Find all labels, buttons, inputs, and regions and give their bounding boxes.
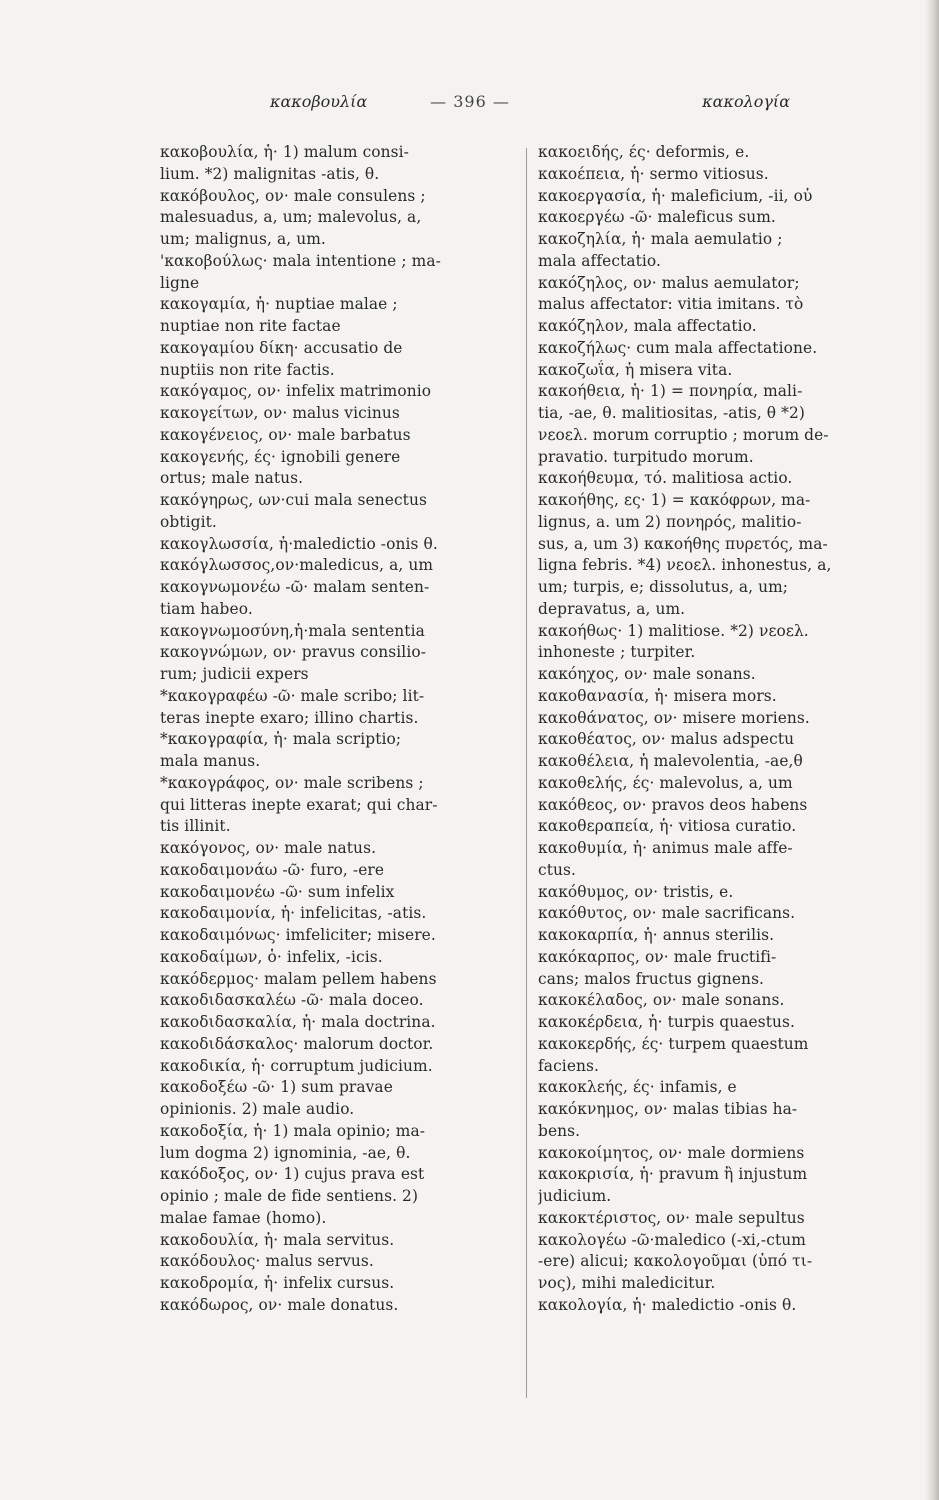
- dictionary-line: κακοκερδής, ές· turpem quaestum: [538, 1034, 809, 1053]
- dictionary-line: κακόθυτος, ον· male sacrificans.: [538, 904, 796, 923]
- dictionary-line: κακοκτέριστος, ον· male sepultus: [538, 1208, 805, 1227]
- dictionary-line: κακοθελής, ές· malevolus, a, um: [538, 773, 793, 792]
- dictionary-line: *κακογράφος, ον· male scribens ;: [160, 773, 424, 792]
- dictionary-line: teras inepte exaro; illino chartis.: [160, 708, 419, 727]
- dictionary-line: κακόκνημος, ον· malas tibias ha-: [538, 1100, 798, 1118]
- dictionary-line: *κακογραφία, ἡ· mala scriptio;: [160, 730, 402, 749]
- dictionary-line: κακοκέλαδος, ον· male sonans.: [538, 991, 785, 1010]
- dictionary-line: κακοήθης, ες· 1) = κακόφρων, ma-: [538, 491, 811, 509]
- dictionary-line: κακοθεραπεία, ἡ· vitiosa curatio.: [538, 817, 797, 836]
- dictionary-line: κακόγονος, ον· male natus.: [160, 839, 377, 857]
- dictionary-line: κακόκαρπος, ον· male fructifi-: [538, 947, 777, 966]
- running-header: [150, 92, 790, 122]
- dictionary-line: κακοειδής, ές· deformis, e.: [538, 143, 750, 161]
- header-left-word: κακοβουλία: [270, 92, 368, 111]
- dictionary-line: κακοκοίμητος, ον· male dormiens: [538, 1143, 805, 1162]
- dictionary-line: κακοθυμία, ἡ· animus male affe-: [538, 839, 793, 857]
- dictionary-line: κακόζηλον, mala affectatio.: [538, 317, 757, 335]
- dictionary-line: κακοκαρπία, ἡ· annus sterilis.: [538, 926, 775, 944]
- dictionary-line: κακοδιδάσκαλος· malorum doctor.: [160, 1034, 434, 1053]
- dictionary-line: depravatus, a, um.: [538, 599, 686, 618]
- dictionary-line: νος), mihi maledicitur.: [538, 1274, 716, 1292]
- dictionary-line: κακολογία, ἡ· maledictio -onis θ.: [538, 1295, 797, 1314]
- dictionary-line: ligna febris. *4) νεοελ. inhonestus, a,: [538, 556, 832, 575]
- dictionary-line: um; turpis, e; dissolutus, a, um;: [538, 578, 789, 596]
- dictionary-line: κακοήθως· 1) malitiose. *2) νεοελ.: [538, 621, 809, 640]
- dictionary-line: nuptiis non rite factis.: [160, 360, 335, 379]
- dictionary-line: κακοδαιμονάω -ῶ· furo, -ere: [160, 860, 385, 879]
- dictionary-line: κακόγαμος, ον· infelix matrimonio: [160, 382, 432, 401]
- dictionary-line: κακοκρισία, ἡ· pravum ἢ injustum: [538, 1165, 808, 1184]
- dictionary-line: κακοδιδασκαλέω -ῶ· mala doceo.: [160, 991, 424, 1010]
- dictionary-line: mala affectatio.: [538, 251, 662, 270]
- dictionary-line: κακοζωΐα, ἡ misera vita.: [538, 360, 733, 379]
- dictionary-line: *κακογραφέω -ῶ· male scribo; lit-: [160, 686, 425, 705]
- dictionary-line: κακοδαιμονία, ἡ· infelicitas, -atis.: [160, 904, 427, 923]
- dictionary-line: 'κακοβούλως· mala intentione ; ma-: [160, 251, 441, 270]
- dictionary-line: κακοεργασία, ἡ· maleficium, -ii, οὐ: [538, 186, 813, 205]
- dictionary-line: judicium.: [538, 1187, 612, 1205]
- dictionary-line: κακοδοξία, ἡ· 1) mala opinio; ma-: [160, 1121, 426, 1140]
- right-column: [538, 142, 910, 1317]
- dictionary-line: κακοέπεια, ἡ· sermo vitiosus.: [538, 164, 769, 183]
- dictionary-line: κακοδιδασκαλία, ἡ· mala doctrina.: [160, 1013, 436, 1031]
- dictionary-line: pravatio. turpitudo morum.: [538, 447, 754, 466]
- dictionary-line: -ere) alicui; κακολογοῦμαι (ὑπό τι-: [538, 1252, 813, 1271]
- dictionary-line: opinionis. 2) male audio.: [160, 1100, 355, 1118]
- dictionary-line: κακοθανασία, ἡ· misera mors.: [538, 686, 777, 705]
- dictionary-line: lignus, a. um 2) πονηρός, malitio-: [538, 512, 802, 531]
- dictionary-line: κακόδουλος· malus servus.: [160, 1252, 374, 1271]
- dictionary-line: κακόβουλος, ον· male consulens ;: [160, 186, 426, 205]
- dictionary-line: νεοελ. morum corruptio ; morum de-: [538, 425, 829, 444]
- dictionary-line: mala manus.: [160, 752, 261, 770]
- dictionary-line: κακοζήλως· cum mala affectatione.: [538, 338, 818, 357]
- dictionary-line: κακοδαιμονέω -ῶ· sum infelix: [160, 882, 395, 901]
- dictionary-line: κακογένειος, ον· male barbatus: [160, 425, 411, 444]
- dictionary-line: κακοζηλία, ἡ· mala aemulatio ;: [538, 230, 783, 248]
- dictionary-line: κακοδουλία, ἡ· mala servitus.: [160, 1230, 395, 1249]
- dictionary-line: κακοήθεια, ἡ· 1) = πονηρία, mali-: [538, 382, 803, 401]
- dictionary-line: bens.: [538, 1121, 581, 1140]
- dictionary-line: κακογείτων, ον· malus vicinus: [160, 404, 400, 422]
- dictionary-line: κακοεργέω -ῶ· maleficus sum.: [538, 208, 776, 227]
- dictionary-line: κακογενής, ές· ignobili genere: [160, 447, 401, 466]
- dictionary-line: κακοδαίμων, ὁ· infelix, -icis.: [160, 947, 383, 966]
- dictionary-line: tiam habeo.: [160, 599, 253, 618]
- dictionary-line: κακογλωσσία, ἡ·maledictio -onis θ.: [160, 534, 438, 553]
- dictionary-line: um; malignus, a, um.: [160, 230, 326, 248]
- dictionary-line: malus affectator: vitia imitans. τὸ: [538, 295, 804, 314]
- dictionary-line: κακοδικία, ἡ· corruptum judicium.: [160, 1056, 433, 1075]
- dictionary-line: κακόδοξος, ον· 1) cujus prava est: [160, 1165, 425, 1184]
- dictionary-line: κακοθέλεια, ἡ malevolentia, -ae,θ: [538, 752, 803, 770]
- dictionary-line: κακοθάνατος, ον· misere moriens.: [538, 708, 810, 727]
- header-right-word: κακολογία: [702, 92, 790, 111]
- dictionary-line: rum; judicii expers: [160, 665, 309, 683]
- dictionary-line: ligne: [160, 273, 200, 292]
- dictionary-line: κακόθυμος, ον· tristis, e.: [538, 882, 734, 901]
- dictionary-line: κακογνωμοσύνη,ἡ·mala sententia: [160, 621, 425, 640]
- dictionary-line: qui litteras inepte exarat; qui char-: [160, 795, 438, 814]
- dictionary-line: obtigit.: [160, 512, 217, 531]
- dictionary-line: κακόδερμος· malam pellem habens: [160, 969, 437, 988]
- dictionary-line: malesuadus, a, um; malevolus, a,: [160, 208, 422, 227]
- dictionary-line: tis illinit.: [160, 817, 231, 836]
- dictionary-line: κακογαμία, ἡ· nuptiae malae ;: [160, 295, 398, 314]
- dictionary-line: κακοκέρδεια, ἡ· turpis quaestus.: [538, 1013, 796, 1031]
- dictionary-line: κακόθεος, ον· pravos deos habens: [538, 795, 808, 814]
- dictionary-line: malae famae (homo).: [160, 1208, 327, 1227]
- dictionary-line: κακόδωρος, ον· male donatus.: [160, 1295, 399, 1314]
- page-edge-shadow: [925, 0, 939, 1500]
- column-divider: [526, 148, 527, 1398]
- dictionary-line: lium. *2) malignitas -atis, θ.: [160, 164, 380, 183]
- dictionary-line: κακόγλωσσος,ον·maledicus, a, um: [160, 556, 434, 575]
- dictionary-line: κακόζηλος, ον· malus aemulator;: [538, 273, 800, 292]
- dictionary-line: κακοθέατος, ον· malus adspectu: [538, 730, 795, 749]
- dictionary-line: ortus; male natus.: [160, 469, 304, 488]
- dictionary-line: κακοήθευμα, τό. malitiosa actio.: [538, 469, 793, 488]
- dictionary-line: ctus.: [538, 860, 577, 879]
- dictionary-line: κακοκλεής, ές· infamis, e: [538, 1078, 737, 1097]
- dictionary-line: sus, a, um 3) κακοήθης πυρετός, ma-: [538, 534, 828, 553]
- dictionary-line: nuptiae non rite factae: [160, 317, 341, 335]
- dictionary-line: κακοβουλία, ἡ· 1) malum consi-: [160, 143, 409, 161]
- dictionary-line: κακογνωμονέω -ῶ· malam senten-: [160, 578, 430, 596]
- dictionary-line: κακόγηρως, ων·cui mala senectus: [160, 491, 427, 509]
- dictionary-line: inhoneste ; turpiter.: [538, 643, 696, 662]
- dictionary-line: κακοδοξέω -ῶ· 1) sum pravae: [160, 1078, 393, 1097]
- left-column: [160, 142, 514, 1317]
- dictionary-line: faciens.: [538, 1056, 600, 1075]
- dictionary-line: κακογαμίου δίκη· accusatio de: [160, 338, 403, 357]
- dictionary-line: κακογνώμων, ον· pravus consilio-: [160, 643, 427, 662]
- dictionary-line: κακόηχος, ον· male sonans.: [538, 665, 756, 683]
- dictionary-line: κακοδαιμόνως· imfeliciter; misere.: [160, 926, 436, 944]
- dictionary-line: opinio ; male de fide sentiens. 2): [160, 1187, 419, 1205]
- page-number: — 396 —: [430, 92, 510, 111]
- dictionary-line: lum dogma 2) ignominia, -ae, θ.: [160, 1143, 411, 1162]
- dictionary-line: tia, -ae, θ. malitiositas, -atis, θ *2): [538, 404, 805, 422]
- dictionary-line: cans; malos fructus gignens.: [538, 969, 765, 988]
- dictionary-line: κακοδρομία, ἡ· infelix cursus.: [160, 1274, 395, 1292]
- dictionary-line: κακολογέω -ῶ·maledico (-xi,-ctum: [538, 1230, 806, 1249]
